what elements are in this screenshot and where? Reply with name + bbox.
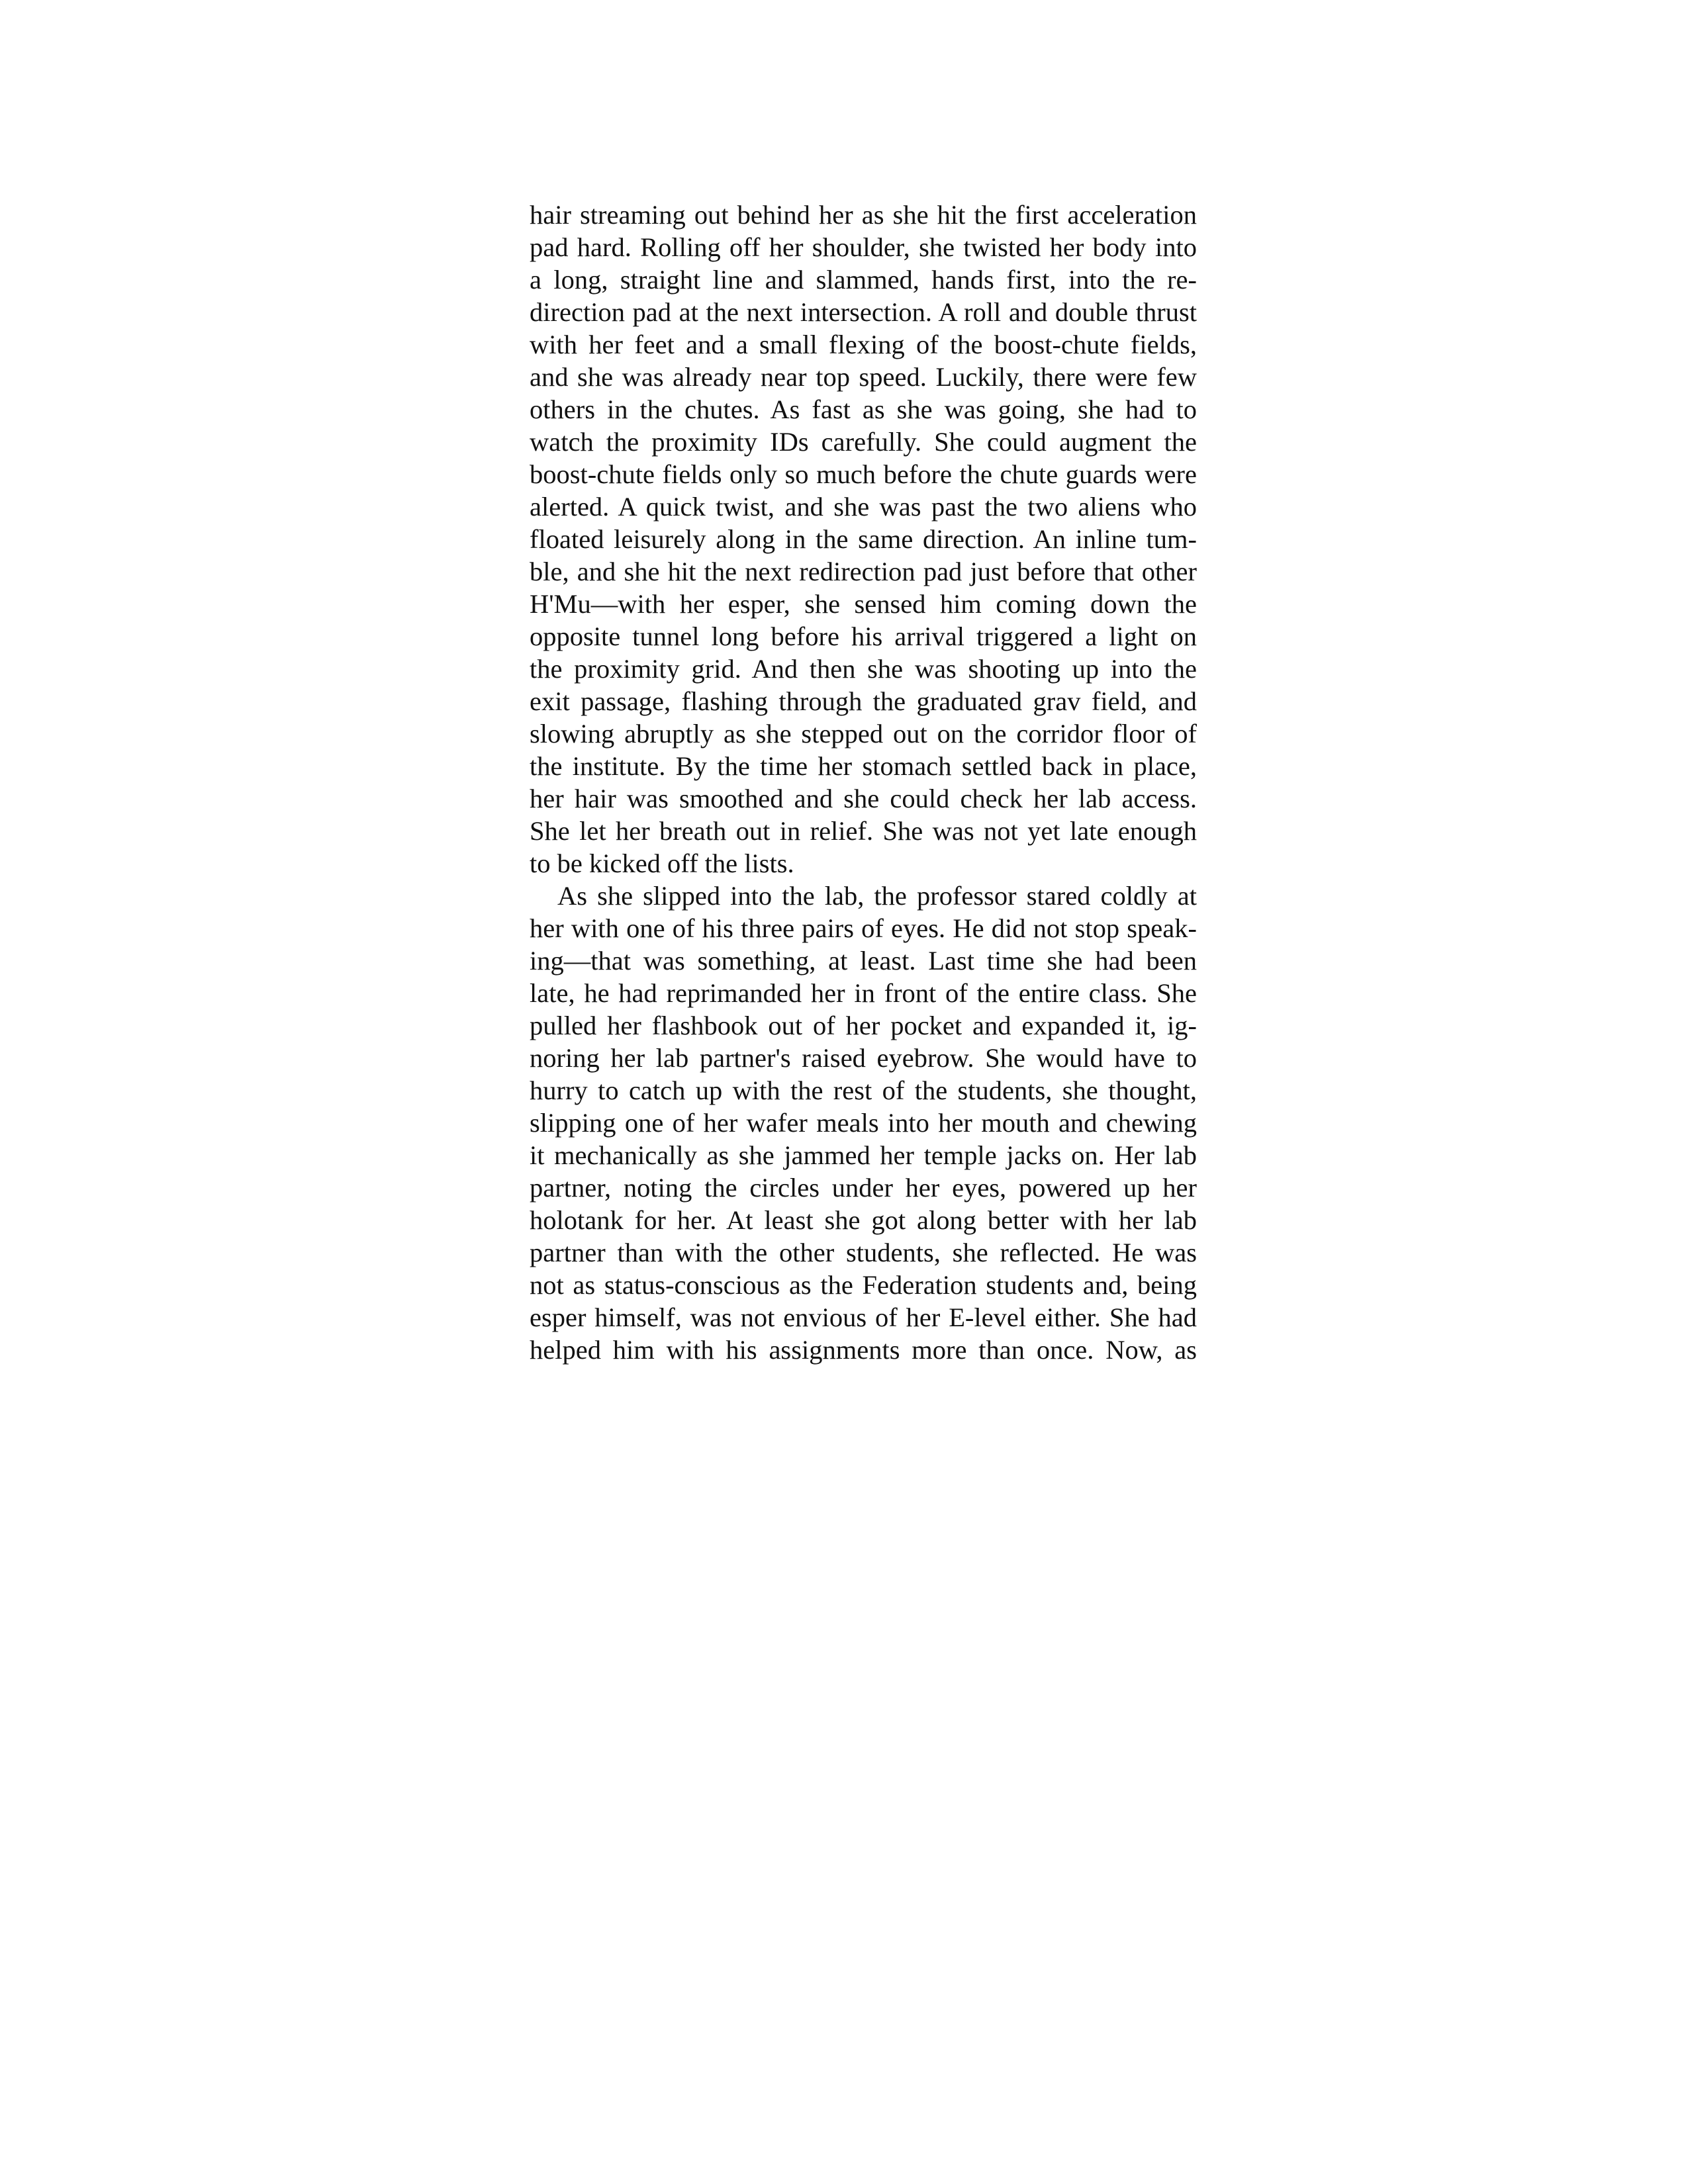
text-line: helped him with his assignments more than once. Now, as [530, 1335, 1197, 1365]
text-line: pad hard. Rolling off her shoulder, she twisted her body into [530, 232, 1197, 262]
text-line: direction pad at the next intersection. A roll and double thrust [530, 297, 1197, 327]
paragraph [530, 199, 1197, 880]
text-line: with her feet and a small flexing of the boost-chute fields, [530, 330, 1197, 359]
text-line: boost-chute fields only so much before the chute guards were [530, 459, 1197, 489]
text-line: holotank for her. At least she got along better with her lab [530, 1205, 1197, 1235]
text-line: esper himself, was not envious of her E-level either. She had [530, 1302, 1197, 1332]
text-line: ble, and she hit the next redirection pad just before that other [530, 557, 1197, 586]
text-line: noring her lab partner's raised eyebrow. She would have to [530, 1043, 1197, 1073]
text-line: her hair was smoothed and she could check her lab access. [530, 784, 1197, 813]
text-line: late, he had reprimanded her in front of the entire class. She [530, 978, 1197, 1008]
text-line: As she slipped into the lab, the professor stared coldly at [557, 881, 1197, 911]
text-line: watch the proximity IDs carefully. She could augment the [530, 427, 1197, 457]
text-line: partner than with the other students, she reflected. He was [530, 1238, 1197, 1267]
text-line: hurry to catch up with the rest of the students, she thought, [530, 1075, 1197, 1105]
text-line: pulled her flashbook out of her pocket and expanded it, ig- [530, 1011, 1197, 1040]
text-line: She let her breath out in relief. She was not yet late enough [530, 816, 1197, 846]
text-line: slowing abruptly as she stepped out on the corridor floor of [530, 719, 1197, 749]
paragraph [530, 880, 1197, 1366]
text-line: alerted. A quick twist, and she was past the two aliens who [530, 492, 1197, 522]
body-text [530, 199, 1197, 1366]
text-line: it mechanically as she jammed her temple jacks on. Her lab [530, 1140, 1197, 1170]
text-line: to be kicked off the lists. [530, 848, 794, 878]
text-line: the proximity grid. And then she was shooting up into the [530, 654, 1197, 684]
text-line: partner, noting the circles under her eyes, powered up her [530, 1173, 1197, 1203]
text-line: her with one of his three pairs of eyes. He did not stop speak- [530, 913, 1197, 943]
text-line: hair streaming out behind her as she hit the first acceleration [530, 200, 1197, 230]
text-line: exit passage, flashing through the graduated grav field, and [530, 686, 1197, 716]
text-line: the institute. By the time her stomach settled back in place, [530, 751, 1197, 781]
text-line: a long, straight line and slammed, hands first, into the re- [530, 265, 1197, 295]
text-line: slipping one of her wafer meals into her mouth and chewing [530, 1108, 1197, 1138]
text-line: floated leisurely along in the same direction. An inline tum- [530, 524, 1197, 554]
text-line: H'Mu—with her esper, she sensed him coming down the [530, 589, 1197, 619]
text-line: opposite tunnel long before his arrival triggered a light on [530, 621, 1197, 651]
text-line: ing—that was something, at least. Last time she had been [530, 946, 1197, 976]
text-line: others in the chutes. As fast as she was going, she had to [530, 394, 1197, 424]
text-line: not as status-conscious as the Federation students and, being [530, 1270, 1197, 1300]
text-line: and she was already near top speed. Luckily, there were few [530, 362, 1197, 392]
